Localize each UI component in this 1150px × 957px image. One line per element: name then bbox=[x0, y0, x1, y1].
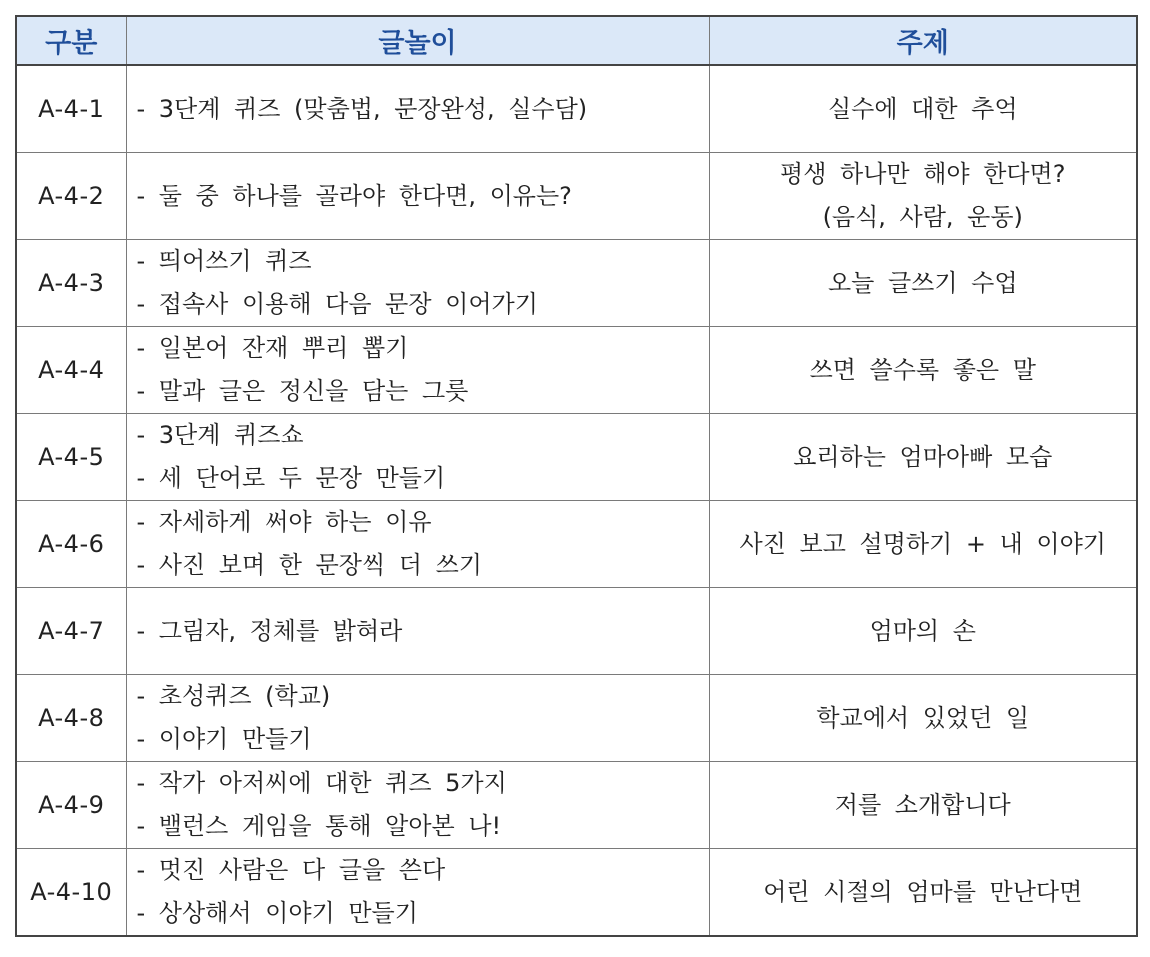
activity-line: - 사진 보며 한 문장씩 더 쓰기 bbox=[136, 551, 482, 579]
topic-line: 학교에서 있었던 일 bbox=[816, 703, 1030, 732]
row-activities bbox=[126, 240, 709, 327]
row-code: A-4-2 bbox=[16, 153, 126, 240]
activity-line: - 3단계 퀴즈 (맞춤법, 문장완성, 실수담) bbox=[136, 94, 588, 123]
row-topic bbox=[709, 65, 1137, 153]
row-activities bbox=[126, 65, 709, 153]
topic-line: 엄마의 손 bbox=[869, 616, 976, 645]
topic-line: 저를 소개합니다 bbox=[834, 790, 1011, 819]
row-code: A-4-9 bbox=[16, 762, 126, 849]
row-topic bbox=[709, 327, 1137, 414]
row-code: A-4-6 bbox=[16, 501, 126, 588]
row-activities bbox=[126, 762, 709, 849]
topic-line: 쓰면 쓸수록 좋은 말 bbox=[809, 355, 1036, 384]
row-topic bbox=[709, 501, 1137, 588]
row-topic bbox=[709, 675, 1137, 762]
row-activities bbox=[126, 414, 709, 501]
activity-line: - 일본어 잔재 뿌리 뽑기 bbox=[136, 334, 409, 362]
activity-line: - 상상해서 이야기 만들기 bbox=[136, 899, 418, 927]
activity-line: - 이야기 만들기 bbox=[136, 725, 312, 753]
activity-line: - 자세하게 써야 하는 이유 bbox=[136, 508, 432, 536]
topic-line: 실수에 대한 추억 bbox=[827, 94, 1018, 123]
topic-line: (음식, 사람, 운동) bbox=[822, 203, 1023, 231]
table-row bbox=[16, 65, 1137, 153]
table-row bbox=[16, 153, 1137, 240]
header-code: 구분 bbox=[16, 16, 126, 65]
row-activities bbox=[126, 588, 709, 675]
table-row bbox=[16, 588, 1137, 675]
topic-line: 평생 하나만 해야 한다면? bbox=[780, 160, 1066, 188]
row-activities bbox=[126, 849, 709, 937]
activity-line: - 말과 글은 정신을 담는 그릇 bbox=[136, 377, 469, 405]
table-body bbox=[16, 65, 1137, 936]
activity-line: - 띄어쓰기 퀴즈 bbox=[136, 247, 312, 275]
table-row bbox=[16, 414, 1137, 501]
row-code: A-4-10 bbox=[16, 849, 126, 937]
activity-line: - 3단계 퀴즈쇼 bbox=[136, 421, 304, 449]
row-topic bbox=[709, 588, 1137, 675]
row-activities bbox=[126, 501, 709, 588]
table-row bbox=[16, 327, 1137, 414]
row-activities bbox=[126, 327, 709, 414]
activity-line: - 세 단어로 두 문장 만들기 bbox=[136, 464, 446, 492]
row-code: A-4-8 bbox=[16, 675, 126, 762]
header-topic: 주제 bbox=[709, 16, 1137, 65]
row-topic bbox=[709, 414, 1137, 501]
table-row bbox=[16, 501, 1137, 588]
activity-line: - 접속사 이용해 다음 문장 이어가기 bbox=[136, 290, 538, 318]
row-activities bbox=[126, 153, 709, 240]
row-code: A-4-3 bbox=[16, 240, 126, 327]
row-code: A-4-4 bbox=[16, 327, 126, 414]
table-row bbox=[16, 240, 1137, 327]
row-activities bbox=[126, 675, 709, 762]
activity-line: - 그림자, 정체를 밝혀라 bbox=[136, 616, 403, 645]
topic-line: 요리하는 엄마아빠 모습 bbox=[793, 442, 1053, 471]
activity-line: - 초성퀴즈 (학교) bbox=[136, 682, 331, 710]
row-code: A-4-1 bbox=[16, 65, 126, 153]
row-code: A-4-7 bbox=[16, 588, 126, 675]
row-topic bbox=[709, 240, 1137, 327]
program-table bbox=[15, 15, 1138, 937]
topic-line: 오늘 글쓰기 수업 bbox=[827, 268, 1018, 297]
row-code: A-4-5 bbox=[16, 414, 126, 501]
table-row bbox=[16, 762, 1137, 849]
topic-line: 어린 시절의 엄마를 만난다면 bbox=[763, 877, 1083, 906]
row-topic bbox=[709, 849, 1137, 937]
row-topic bbox=[709, 762, 1137, 849]
activity-line: - 둘 중 하나를 골라야 한다면, 이유는? bbox=[136, 181, 572, 210]
activity-line: - 작가 아저씨에 대한 퀴즈 5가지 bbox=[136, 769, 507, 797]
table-row bbox=[16, 849, 1137, 937]
header-activity: 글놀이 bbox=[126, 16, 709, 65]
table-row bbox=[16, 675, 1137, 762]
row-topic bbox=[709, 153, 1137, 240]
activity-line: - 밸런스 게임을 통해 알아본 나! bbox=[136, 812, 502, 840]
activity-line: - 멋진 사람은 다 글을 쓴다 bbox=[136, 856, 446, 884]
header-row bbox=[16, 16, 1137, 65]
topic-line: 사진 보고 설명하기 + 내 이야기 bbox=[739, 529, 1106, 558]
